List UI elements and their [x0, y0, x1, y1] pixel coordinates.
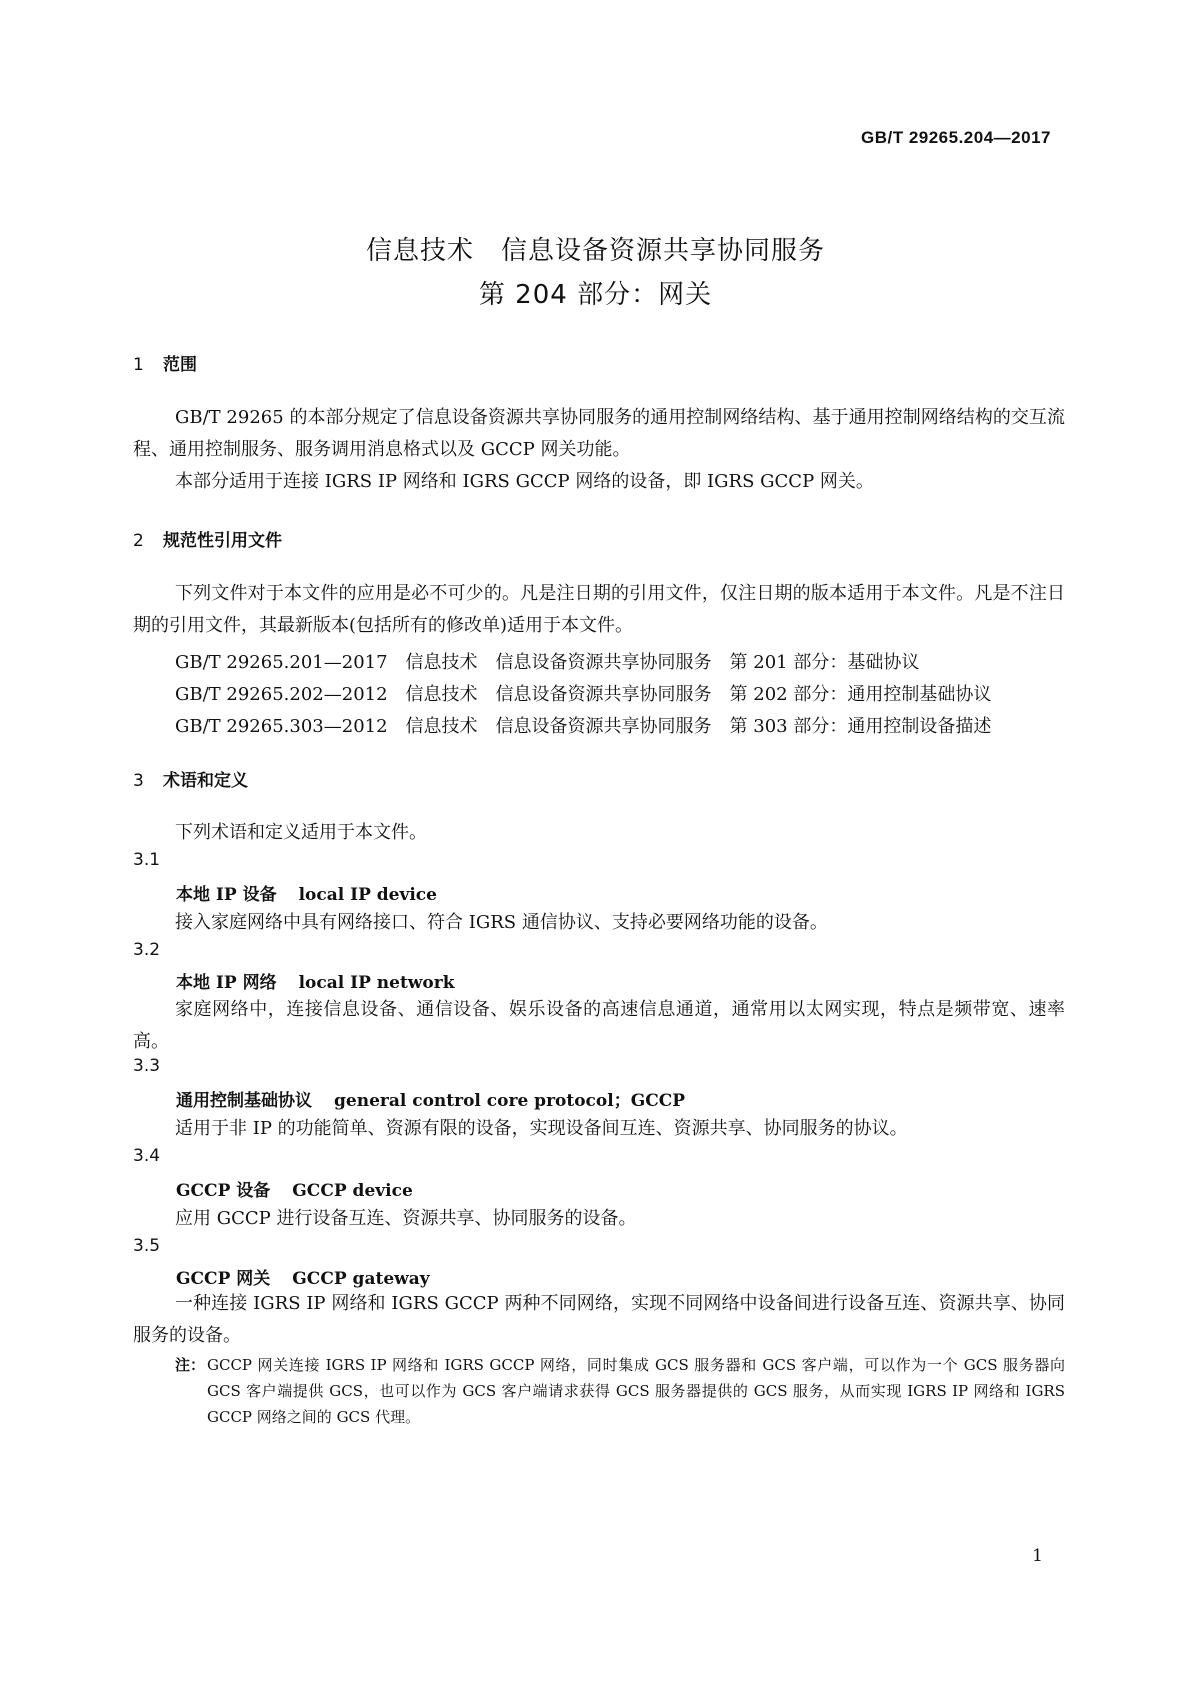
term-chinese: 通用控制基础协议 — [176, 1091, 312, 1111]
term-english: local IP network — [298, 973, 455, 993]
section-number: 1 — [133, 355, 144, 375]
note — [175, 1352, 1065, 1430]
section-heading-terms — [133, 766, 248, 791]
page-number: 1 — [1032, 1546, 1043, 1566]
reference-item: GB/T 29265.201—2017 信息技术 信息设备资源共享协同服务 第 201 部分：基础协议 — [175, 652, 920, 673]
note-text: GCCP 网关连接 IGRS IP 网络和 IGRS GCCP 网络，同时集成 GCS 服务器和 GCS 客户端，可以作为一个 GCS 服务器向 GCS 客户端提供 GCS，也可以作为 GCS 客户端请求获得 GCS 服务器提供的 GCS 服务，从而实现 IGRS IP 网络和 IGRS GCCP 网络之间的 GCS 代理。 — [207, 1356, 1065, 1426]
scope-paragraph: GB/T 29265 的本部分规定了信息设备资源共享协同服务的通用控制网络结构、基于通用控制网络结构的交互流程、通用控制服务、服务调用消息格式以及 GCCP 网关功能。 — [133, 407, 1065, 460]
term-english: general control core protocol；GCCP — [334, 1091, 686, 1111]
term-definition: 一种连接 IGRS IP 网络和 IGRS GCCP 两种不同网络，实现不同网络中设备间进行设备互连、资源共享、协同服务的设备。 — [133, 1293, 1065, 1346]
term-definition: 接入家庭网络中具有网络接口、符合 IGRS 通信协议、支持必要网络功能的设备。 — [175, 912, 828, 933]
term-number: 3.1 — [133, 850, 161, 870]
document-subtitle: 第 204 部分：网关 — [478, 280, 713, 310]
section-title: 术语和定义 — [163, 771, 248, 791]
term-number: 3.5 — [133, 1236, 161, 1256]
section-title: 范围 — [163, 355, 197, 375]
term-heading — [176, 880, 437, 905]
terms-intro: 下列术语和定义适用于本文件。 — [175, 822, 427, 843]
note-label: 注： — [175, 1356, 206, 1374]
document-title: 信息技术 信息设备资源共享协同服务 — [365, 236, 825, 266]
term-chinese: 本地 IP 设备 — [176, 885, 277, 905]
term-definition: 家庭网络中，连接信息设备、通信设备、娱乐设备的高速信息通道，通常用以太网实现，特点是频带宽、速率高。 — [133, 999, 1065, 1052]
term-heading — [176, 1086, 685, 1111]
term-chinese: 本地 IP 网络 — [176, 973, 277, 993]
term-chinese: GCCP 设备 — [176, 1181, 271, 1201]
standard-number: GB/T 29265.204—2017 — [860, 128, 1051, 147]
section-title: 规范性引用文件 — [163, 531, 282, 551]
term-number: 3.3 — [133, 1056, 161, 1076]
term-number: 3.4 — [133, 1146, 161, 1166]
references-intro: 下列文件对于本文件的应用是必不可少的。凡是注日期的引用文件，仅注日期的版本适用于本文件。凡是不注日期的引用文件，其最新版本(包括所有的修改单)适用于本文件。 — [133, 583, 1065, 636]
term-heading — [176, 1264, 430, 1289]
reference-item: GB/T 29265.303—2012 信息技术 信息设备资源共享协同服务 第 303 部分：通用控制设备描述 — [175, 716, 992, 737]
term-chinese: GCCP 网关 — [176, 1269, 271, 1289]
term-english: GCCP gateway — [292, 1269, 430, 1289]
term-heading — [176, 1176, 413, 1201]
section-number: 3 — [133, 771, 144, 791]
term-definition: 应用 GCCP 进行设备互连、资源共享、协同服务的设备。 — [175, 1208, 637, 1229]
section-heading-references — [133, 526, 282, 551]
term-heading — [176, 968, 455, 993]
term-english: local IP device — [298, 885, 437, 905]
scope-applicability: 本部分适用于连接 IGRS IP 网络和 IGRS GCCP 网络的设备，即 IGRS GCCP 网关。 — [175, 471, 874, 492]
term-english: GCCP device — [292, 1181, 413, 1201]
term-number: 3.2 — [133, 940, 161, 960]
section-heading-scope — [133, 350, 197, 375]
reference-item: GB/T 29265.202—2012 信息技术 信息设备资源共享协同服务 第 202 部分：通用控制基础协议 — [175, 684, 992, 705]
section-number: 2 — [133, 531, 144, 551]
term-definition: 适用于非 IP 的功能简单、资源有限的设备，实现设备间互连、资源共享、协同服务的协议。 — [175, 1118, 908, 1139]
